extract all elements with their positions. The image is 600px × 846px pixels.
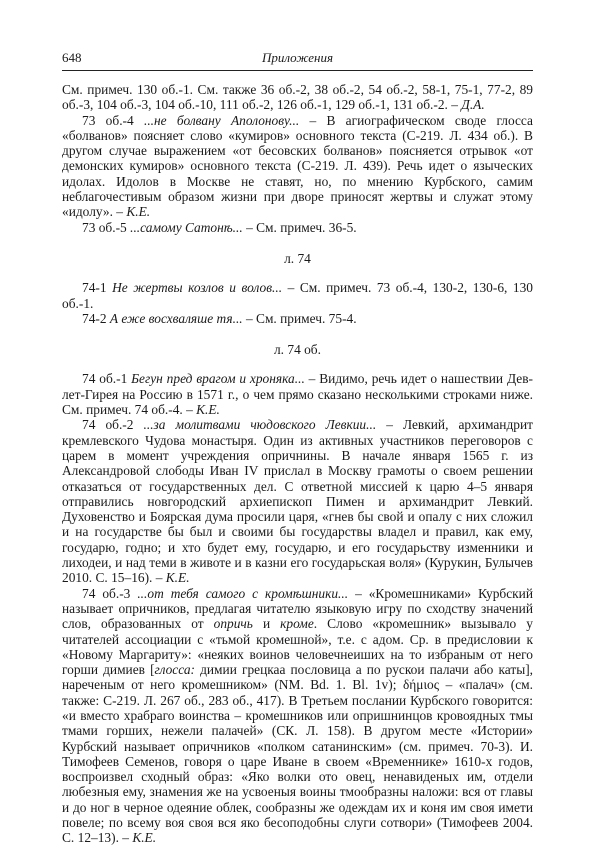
author-initials: К.Е. xyxy=(132,830,157,846)
note-74ob-3: 74 об.-3 ...от тебя самого с кромѣшники... – «Кромешниками» Курбский называет опричников, предлагая читателю языковую игру по сходству значений слов, образованных от опричь и кроме. Слово «кромешник» вызывало у читателей ассоциации с «тьмой кромешной», т.е. с адом. Ср. в предисловии к «Новому Маргариту»: «неяких воинов человечнеиших на то избраным от него горши димиев [глосса: димии грецкаа пословица а по рускои палачи або каты], нареченым от него кромешником» (NM. Bd. 1. Bl. 1v); δήμιος – «палач» (см. также: С-219. Л. 267 об., 283 об., 417). В Третьем послании Курбского говорится: «и вместо храбраго воинства – кромешников или опришнинцов кровоядных тмы тмами горших, нежели палачей» (СК. Л. 158). В другом месте «Истории» Курбский называет опричников «полком сатанинским» (см. примеч. 70-3). И. Тимофеев Семенов, говоря о царе Иване в своем «Временнике» 1610-х годов, воспроизвел сходный образ: «Яко волки ото овец, ненавиденых им, отдели любезныя ему, знамения же на усвоеныя воины тмообразны наложи: вся от главы и до ног в черное одеяние облек, сообразны же одеждам их и коня им своя имети повеле; по всему воя своя вся яко бесоподобны слуги сотвори» (Тимофеев 2004. С. 12–13). – К.Е. xyxy=(62,585,533,846)
author-initials: К.Е. xyxy=(126,204,151,220)
gloss-label: глосса: xyxy=(154,662,195,678)
note-ref: 74 об.-3 xyxy=(82,585,138,601)
note-ref: 74-1 xyxy=(82,280,113,296)
note-ref: 73 об.-5 xyxy=(82,219,131,235)
note-continuation: См. примеч. 130 об.-1. См. также 36 об.-2, 38 об.-2, 54 об.-2, 58-1, 75-1, 77-2, 89 об.-3, 104 об.-3, 104 об.-10, 111 об.-2, 126 об.-1, 129 об.-1, 131 об.-2. – Д.А. xyxy=(62,82,533,113)
author-initials: К.Е. xyxy=(196,402,220,418)
note-ref: 74-2 xyxy=(82,310,110,326)
note-ref: 74 об.-2 xyxy=(82,417,144,433)
leaf-heading-74ob: л. 74 об. xyxy=(274,342,321,358)
document-page xyxy=(62,48,533,846)
note-quote: Не жертвы козлов и волов... xyxy=(112,280,283,296)
note-quote: Бегун пред врагом и хроняка... xyxy=(131,371,305,387)
body-text xyxy=(62,82,533,846)
running-head xyxy=(62,48,533,68)
section-title: Приложения xyxy=(261,50,334,65)
header-rule xyxy=(62,70,533,71)
author-initials: К.Е. xyxy=(165,570,190,586)
leaf-heading-74: л. 74 xyxy=(284,250,311,266)
note-quote: ...не болвану Аполонову... xyxy=(143,112,300,128)
note-ref: 74 об.-1 xyxy=(82,371,132,387)
note-73ob-5: 73 об.-5 ...самому Сатонѣ... – См. примеч. 36-5. xyxy=(82,219,357,235)
page-number: 648 xyxy=(62,50,82,65)
emphasis-word: опричь xyxy=(213,616,253,632)
emphasis-word: кроме xyxy=(280,616,314,632)
note-74ob-1: 74 об.-1 Бегун пред врагом и хроняка... – Видимо, речь идет о нашествии Девлет-Гирея на Россию в 1571 г., о чем прямо сказано несколькими строками ниже. См. примеч. 74 об.-4. – К.Е. xyxy=(62,371,533,418)
note-quote: ...самому Сатонѣ... xyxy=(130,219,243,235)
note-74ob-2: 74 об.-2 ...за молитвами чюдовского Левкии... – Левкий, архимандрит кремлевского Чудова монастыря. Один из активных участников переговоров с царем в момент учреждения опричнины. В начале января 1565 г. из Александровой слободы Иван IV прислал в Москву грамоты о своем решении отказаться от государственных дел. С ответной миссией к царю 4–5 января отправились новгородский архиепископ Пимен и архимандрит Левкий. Духовенство и Боярская дума просили царя, «гнев бы свой и опалу с них сложил и на государстве бы был и своими бы государствы владел и правил, как ему, государю, годно; и хто будет ему, государю, и его государьству изменники и лиходеи, и над теми в животе и в казни его государьская воля» (Курукин, Булычев 2010. С. 15–16). – К.Е. xyxy=(62,417,534,586)
author-initials: Д.А. xyxy=(461,97,485,113)
note-quote: ...за молитвами чюдовского Левкии... xyxy=(143,417,377,433)
note-ref: 73 об.-4 xyxy=(82,112,144,128)
note-quote: А еже восхваляше тя... xyxy=(109,310,243,326)
note-quote: ...от тебя самого с кромѣшники... xyxy=(137,585,349,601)
note-74-2: 74-2 А еже восхваляше тя... – См. примеч. 75-4. xyxy=(82,310,357,326)
note-73ob-4: 73 об.-4 ...не болвану Аполонову... – В агиографическом своде глосса «болванов» поясняет слово «кумиров» основного текста (С-219. Л. 434 об.). В другом случае выражением «от бесовских болванов» поясняется отрывок «от демонских кумиров» основного текста (С-219. Л. 439). Речь идет о языческих идолах. Идолов в Москве не ставят, но, по мнению Курбского, самим неблагочестивым образом жизни при дворе приносят жертвы и служат этому «идолу». – К.Е. xyxy=(62,112,533,220)
note-74-1: 74-1 Не жертвы козлов и волов... – См. примеч. 73 об.-4, 130-2, 130-6, 130 об.-1. xyxy=(62,280,533,311)
